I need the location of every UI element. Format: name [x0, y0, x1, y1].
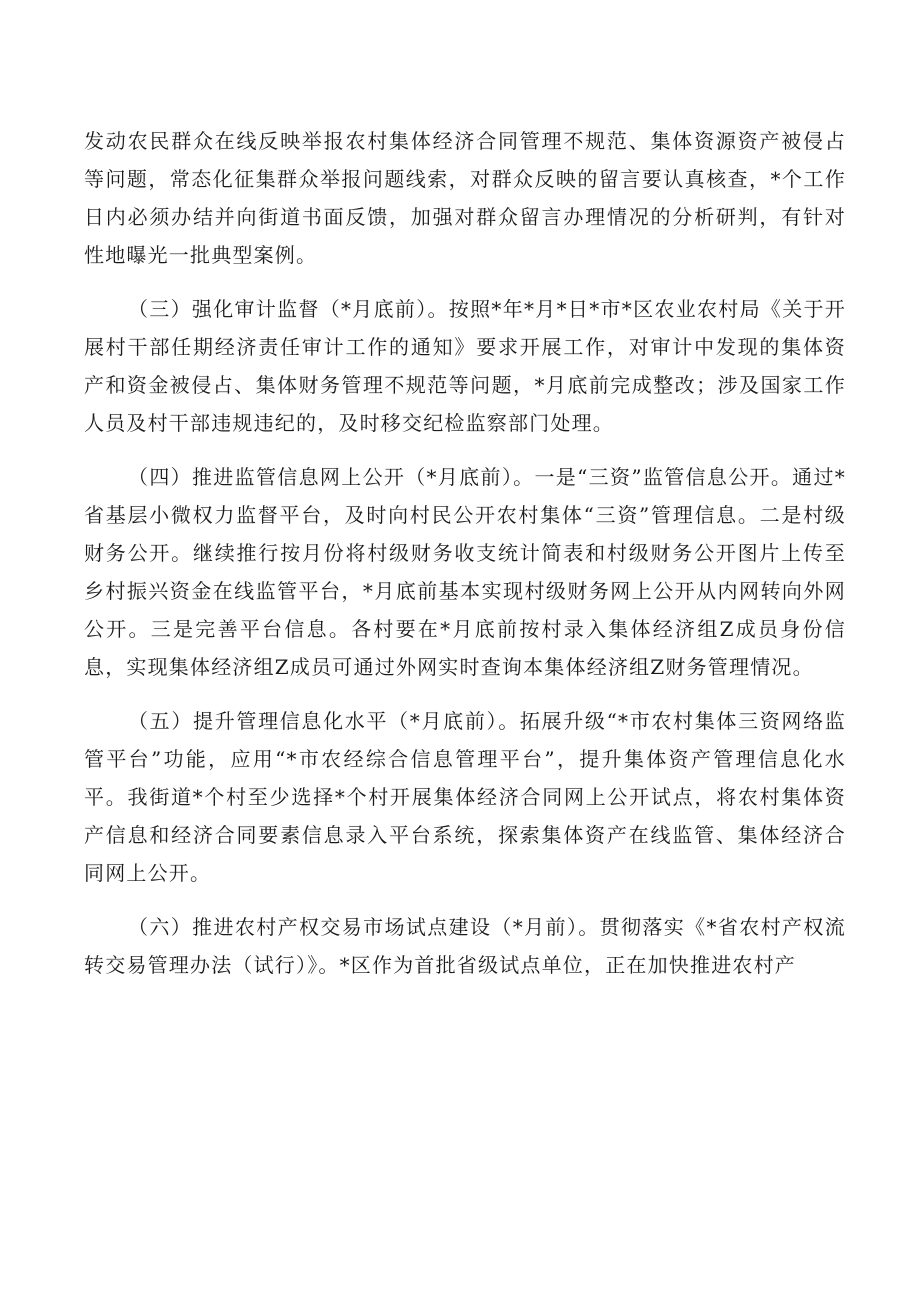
paragraph-informatization: （五）提升管理信息化水平（*月底前）。拓展升级“*市农村集体三资网络监管平台”功能，应用“*市农经综合信息管理平台”，提升集体资产管理信息化水平。我街道*个村至少选择*个村开展集体经济合同网上公开试点，将农村集体资产信息和经济合同要素信息录入平台系统，探索集体资产在线监管、集体经济合同网上公开。: [84, 709, 846, 885]
paragraph-continuation: 发动农民群众在线反映举报农村集体经济合同管理不规范、集体资源资产被侵占等问题，常态化征集群众举报问题线索，对群众反映的留言要认真核查，*个工作日内必须办结并向街道书面反馈，加强对群众留言办理情况的分析研判，有针对性地曝光一批典型案例。: [84, 129, 846, 267]
paragraph-online-disclosure: （四）推进监管信息网上公开（*月底前）。一是“三资”监管信息公开。通过*省基层小微权力监督平台，及时向村民公开农村集体“三资”管理信息。二是村级财务公开。继续推行按月份将村级财务收支统计简表和村级财务公开图片上传至乡村振兴资金在线监管平台，*月底前基本实现村级财务网上公开从内网转向外网公开。三是完善平台信息。各村要在*月底前按村录入集体经济组Z成员身份信息，实现集体经济组Z成员可通过外网实时查询本集体经济组Z财务管理情况。: [84, 465, 846, 679]
paragraph-property-trading: （六）推进农村产权交易市场试点建设（*月前）。贯彻落实《*省农村产权流转交易管理办法（试行）》。*区作为首批省级试点单位，正在加快推进农村产: [84, 915, 846, 977]
document-body: [84, 122, 846, 1000]
paragraph-audit-supervision: （三）强化审计监督（*月底前）。按照*年*月*日*市*区农业农村局《关于开展村干部任期经济责任审计工作的通知》要求开展工作，对审计中发现的集体资产和资金被侵占、集体财务管理不规范等问题，*月底前完成整改；涉及国家工作人员及村干部违规违纪的，及时移交纪检监察部门处理。: [84, 297, 846, 435]
